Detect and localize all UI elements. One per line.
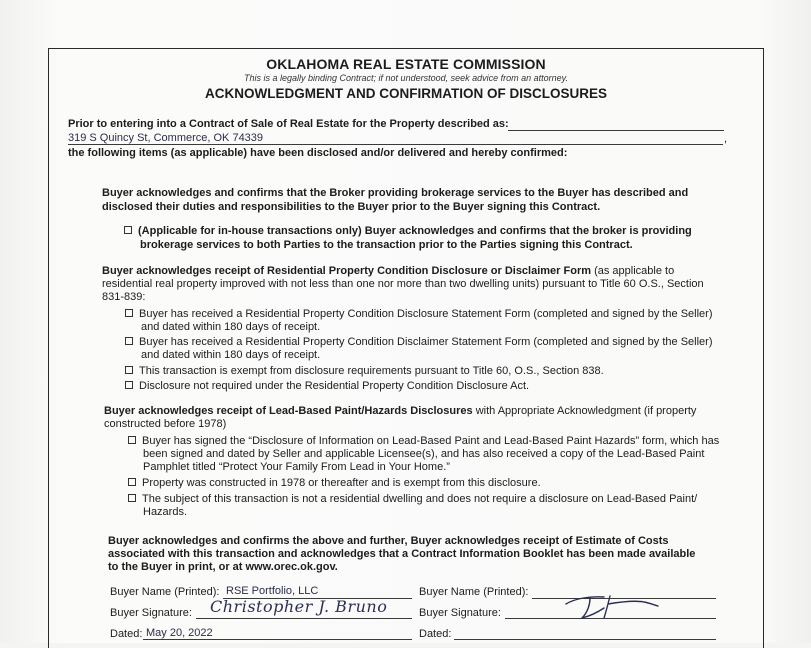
rpcd-disclaimer-text-2: and dated within 180 days of receipt.	[141, 349, 321, 361]
rpcd-disclosure-checkbox[interactable]	[125, 309, 133, 317]
address-rule	[68, 144, 723, 145]
intro-line-2: the following items (as applicable) have been disclosed and/or delivered and hereby confirmed:	[68, 147, 568, 159]
buyer2-dated-rule[interactable]	[454, 639, 716, 640]
section2-line-3: 831-839:	[102, 291, 146, 303]
in-house-text-1: (Applicable for in-house transactions only) Buyer acknowledges and confirms that the broker is providing	[138, 225, 692, 237]
section3-bold-intro: Buyer acknowledges receipt of Lead-Based Paint/Hazards Disclosures	[104, 405, 473, 417]
form-title: OKLAHOMA REAL ESTATE COMMISSION	[266, 56, 546, 72]
exempt-text: This transaction is exempt from disclosure requirements pursuant to Title 60, O.S., Section 838.	[139, 365, 604, 377]
buyer1-dated-label: Dated:	[110, 628, 143, 640]
form-heading: ACKNOWLEDGMENT AND CONFIRMATION OF DISCLOSURES	[205, 86, 607, 101]
non-residential-text-2: Hazards.	[143, 506, 188, 518]
section2-line-1	[102, 264, 674, 278]
section2-line-1-rest: (as applicable to	[591, 265, 675, 277]
buyer2-signature-scribble	[560, 590, 680, 624]
not-required-text: Disclosure not required under the Residential Property Condition Disclosure Act.	[139, 380, 530, 392]
exempt-row[interactable]	[125, 364, 604, 378]
lead-paint-signed-text-2: been signed and dated by Seller and applicable Licensee(s), and has also received a copy of the Lead-Based Paint	[143, 448, 705, 460]
section2-line-2: residential real property improved with not less than one nor more than two dwelling units) pursuant to Title 60 O.S., Section	[102, 278, 704, 290]
buyer1-dated-rule	[143, 639, 412, 640]
section3-line-2: constructed before 1978)	[104, 418, 227, 430]
lead-paint-signed-checkbox[interactable]	[128, 436, 136, 444]
lead-paint-signed-text-3: Pamphlet titled “Protect Your Family From Lead in Your Home.”	[143, 461, 450, 473]
built-after-1978-checkbox[interactable]	[128, 478, 136, 486]
buyer1-name-label: Buyer Name (Printed):	[110, 586, 220, 598]
rpcd-disclaimer-row[interactable]	[125, 335, 713, 349]
not-required-checkbox[interactable]	[125, 381, 133, 389]
section2-bold-intro: Buyer acknowledges receipt of Residential Property Condition Disclosure or Disclaimer Form	[102, 265, 592, 277]
intro-rule-1	[508, 130, 724, 131]
lead-paint-signed-row[interactable]	[128, 434, 719, 448]
buyer2-sig-label: Buyer Signature:	[419, 607, 501, 619]
in-house-text-2: brokerage services to both Parties to the transaction prior to the Parties signing this Contract.	[140, 239, 633, 251]
address-comma: ,	[724, 133, 728, 145]
buyer1-sig-label: Buyer Signature:	[110, 607, 192, 619]
section4-line-3: to the Buyer in print, or at www.orec.ok.gov.	[108, 561, 338, 573]
built-after-1978-text: Property was constructed in 1978 or thereafter and is exempt from this disclosure.	[142, 477, 541, 489]
non-residential-row[interactable]	[128, 492, 697, 506]
rpcd-disclaimer-text-1: Buyer has received a Residential Property Condition Disclaimer Statement Form (completed and signed by the Seller)	[139, 336, 713, 348]
section1-line-2: disclosed their duties and responsibilities to the Buyer prior to the Buyer signing this Contract.	[102, 201, 601, 213]
section3-line-1	[104, 404, 696, 418]
buyer1-name-value[interactable]: RSE Portfolio, LLC	[226, 585, 319, 597]
section4-line-2: associated with this transaction and acknowledges that a Contract Information Booklet has been made available	[108, 548, 696, 560]
buyer1-sig-rule	[196, 618, 412, 619]
in-house-checkbox-row[interactable]	[124, 224, 692, 238]
lead-paint-signed-text-1: Buyer has signed the “Disclosure of Information on Lead-Based Paint and Lead-Based Paint Hazards” form, which has	[142, 435, 720, 447]
buyer2-name-label: Buyer Name (Printed):	[419, 586, 529, 598]
rpcd-disclosure-text-2: and dated within 180 days of receipt.	[141, 321, 321, 333]
rpcd-disclaimer-checkbox[interactable]	[125, 337, 133, 345]
exempt-checkbox[interactable]	[125, 366, 133, 374]
not-required-row[interactable]	[125, 379, 529, 393]
non-residential-checkbox[interactable]	[128, 494, 136, 502]
section3-line-1-rest: with Appropriate Acknowledgment (if property	[472, 405, 697, 417]
in-house-checkbox[interactable]	[124, 226, 132, 234]
built-after-1978-row[interactable]	[128, 476, 541, 490]
intro-line-1: Prior to entering into a Contract of Sale of Real Estate for the Property described as:	[68, 118, 509, 130]
section1-line-1: Buyer acknowledges and confirms that the Broker providing brokerage services to the Buyer has described and	[102, 187, 689, 199]
rpcd-disclosure-text-1: Buyer has received a Residential Property Condition Disclosure Statement Form (completed and signed by the Seller)	[139, 308, 713, 320]
non-residential-text-1: The subject of this transaction is not a residential dwelling and does not require a disclosure on Lead-Based Paint/	[142, 493, 698, 505]
buyer1-signature[interactable]: Christopher J. Bruno	[210, 597, 388, 616]
buyer2-dated-label: Dated:	[419, 628, 452, 640]
form-subtitle: This is a legally binding Contract; if not understood, seek advice from an attorney.	[243, 73, 568, 83]
section4-line-1: Buyer acknowledges and confirms the above and further, Buyer acknowledges receipt of Estimate of Costs	[108, 535, 669, 547]
buyer1-dated-value[interactable]: May 20, 2022	[146, 627, 213, 639]
property-address: 319 S Quincy St, Commerce, OK 74339	[68, 132, 264, 144]
rpcd-disclosure-row[interactable]	[125, 307, 713, 321]
